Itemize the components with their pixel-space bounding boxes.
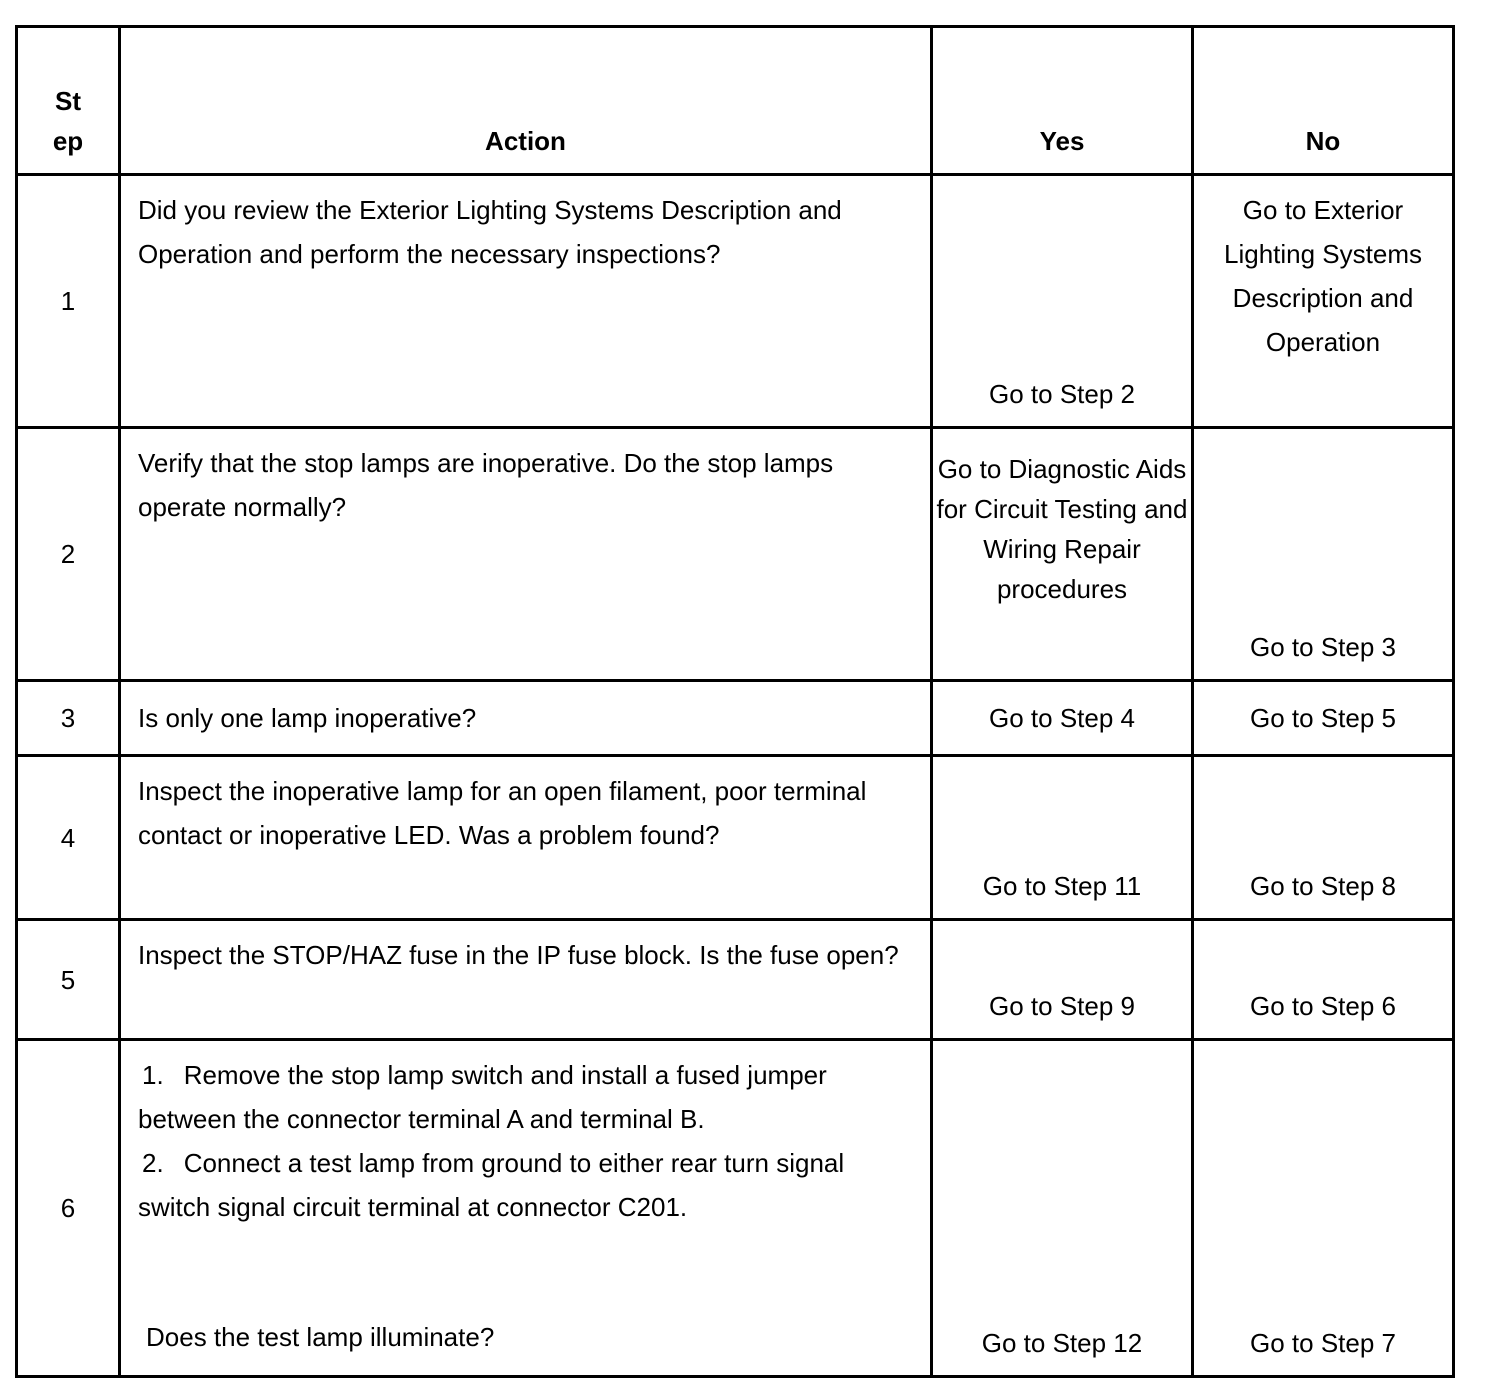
table-row xyxy=(17,681,1454,756)
action-step-item xyxy=(138,1053,920,1141)
header-action: Action xyxy=(120,27,932,175)
header-yes: Yes xyxy=(932,27,1193,175)
action-text: Inspect the inoperative lamp for an open filament, poor terminal contact or inoperative LED. Was a problem found? xyxy=(120,756,932,920)
action-question: Does the test lamp illuminate? xyxy=(146,1322,495,1352)
action-step-text: Remove the stop lamp switch and install a fused jumper between the connector terminal A and terminal B. xyxy=(138,1060,827,1134)
no-result: Go to Step 8 xyxy=(1193,756,1454,920)
step-number: 5 xyxy=(17,920,120,1040)
action-text: Is only one lamp inoperative? xyxy=(120,681,932,756)
action-step-number: 1. xyxy=(142,1060,164,1090)
table-row xyxy=(17,175,1454,428)
header-no: No xyxy=(1193,27,1454,175)
no-result: Go to Step 6 xyxy=(1193,920,1454,1040)
yes-result: Go to Step 11 xyxy=(932,756,1193,920)
step-number: 2 xyxy=(17,428,120,681)
header-step-label: St ep xyxy=(52,86,84,156)
yes-result: Go to Step 4 xyxy=(932,681,1193,756)
diagnostic-table-container xyxy=(15,25,1452,1378)
no-result: Go to Exterior Lighting Systems Description and Operation xyxy=(1193,175,1454,428)
yes-result: Go to Diagnostic Aids for Circuit Testing and Wiring Repair procedures xyxy=(932,428,1193,681)
table-row xyxy=(17,1040,1454,1377)
no-result: Go to Step 7 xyxy=(1193,1040,1454,1377)
yes-result: Go to Step 9 xyxy=(932,920,1193,1040)
action-step-text: Connect a test lamp from ground to either rear turn signal switch signal circuit terminal at connector C201. xyxy=(138,1148,845,1222)
table-row xyxy=(17,920,1454,1040)
header-step xyxy=(17,27,120,175)
action-step-item xyxy=(138,1141,920,1229)
action-text: Did you review the Exterior Lighting Systems Description and Operation and perform the necessary inspections? xyxy=(120,175,932,428)
action-text: Inspect the STOP/HAZ fuse in the IP fuse block. Is the fuse open? xyxy=(120,920,932,1040)
yes-result: Go to Step 2 xyxy=(932,175,1193,428)
action-step-number: 2. xyxy=(142,1148,164,1178)
step-number: 3 xyxy=(17,681,120,756)
table-row xyxy=(17,428,1454,681)
step-number: 1 xyxy=(17,175,120,428)
action-text: Verify that the stop lamps are inoperative. Do the stop lamps operate normally? xyxy=(120,428,932,681)
diagnostic-table xyxy=(15,25,1455,1378)
action-text xyxy=(120,1040,932,1377)
no-result: Go to Step 3 xyxy=(1193,428,1454,681)
table-header-row xyxy=(17,27,1454,175)
no-result: Go to Step 5 xyxy=(1193,681,1454,756)
step-number: 4 xyxy=(17,756,120,920)
table-row xyxy=(17,756,1454,920)
yes-result: Go to Step 12 xyxy=(932,1040,1193,1377)
step-number: 6 xyxy=(17,1040,120,1377)
